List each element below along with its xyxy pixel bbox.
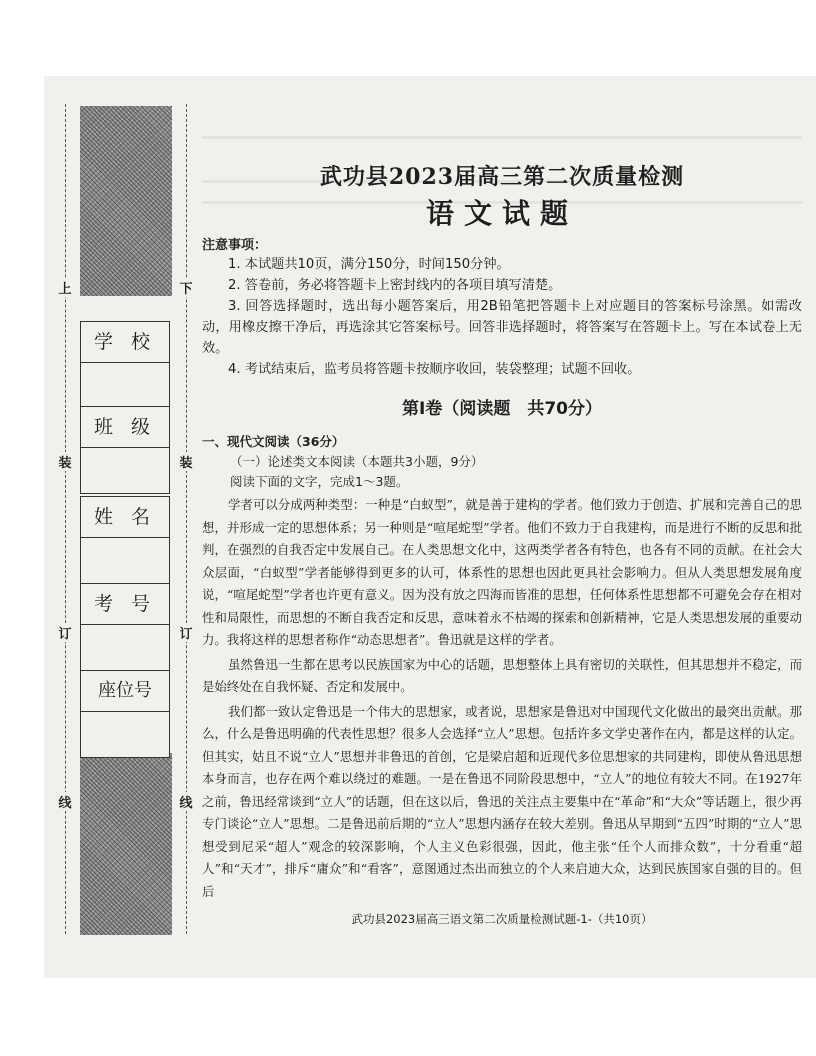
part-heading: 一、现代文阅读（36分） <box>202 434 345 449</box>
reading-instruction: 阅读下面的文字，完成1～3题。 <box>230 474 409 489</box>
name-label: 姓 名 <box>81 497 169 538</box>
name-field[interactable] <box>80 496 170 584</box>
subject-title: 语文试题 <box>425 197 578 230</box>
subpart-heading: （一）论述类文本阅读（本题共3小题，9分） <box>230 454 484 469</box>
seat-number-field[interactable] <box>80 670 170 758</box>
binding-char-zhuang-left: 装 <box>54 452 76 471</box>
main-content <box>202 76 802 978</box>
binding-char-zhuang-right: 装 <box>175 452 197 471</box>
bleed-through <box>202 136 802 139</box>
school-field[interactable] <box>80 321 170 409</box>
page-footer: 武功县2023届高三语文第二次质量检测试题-1-（共10页） <box>351 912 653 926</box>
binding-char-ding-left: 订 <box>54 623 76 642</box>
binding-char-xian-right: 线 <box>175 792 197 811</box>
notice-item: 2. 答卷前，务必将答题卡上密封线内的各项目填写清楚。 <box>228 278 562 293</box>
section-title: 第Ⅰ卷（阅读题 共70分） <box>402 399 602 419</box>
notice-item: 1. 本试题共10页，满分150分，时间150分钟。 <box>228 257 510 272</box>
exam-page <box>44 76 816 978</box>
exam-number-field[interactable] <box>80 583 170 671</box>
notice-item: 4. 考试结束后，监考员将答题卡按顺序收回，装袋整理；试题不回收。 <box>228 362 641 377</box>
seal-texture-bottom <box>80 753 172 935</box>
binding-char-top-left: 上 <box>54 278 76 297</box>
notice-list <box>202 254 802 380</box>
exam-title: 武功县2023届高三第二次质量检测 <box>319 164 685 190</box>
passage-paragraph: 学者可以分成两种类型：一种是“白蚁型”，就是善于建构的学者。他们致力于创造、扩展和完善自己的思想，并形成一定的思想体系；另一种则是“喧尾蛇型”学者。他们不致力于自我建构，而是进行不断的反思和批判，在强烈的自我否定中发展自己。在人类思想文化中，这两类学者各有特色，也各有不同的贡献。在社会大众层面，“白蚁型”学者能够得到更多的认可，体系性的思想也因此更具社会影响力。但从人类思想发展角度说，“喧尾蛇型”学者也许更有意义。因为没有放之四海而皆准的思想，任何体系性思想都不可避免会存在相对性和局限性，而思想的不断自我否定和反思，意味着永不枯竭的探索和创新精神，它是人类思想发展的重要动力。我将这样的思想者称作“动态思想者”。鲁迅就是这样的学者。 <box>202 497 802 647</box>
reading-passage <box>202 494 802 905</box>
class-label: 班 级 <box>81 407 169 448</box>
passage-paragraph: 虽然鲁迅一生都在思考以民族国家为中心的话题，思想整体上具有密切的关联性，但其思想并不稳定，而是始终处在自我怀疑、否定和发展中。 <box>202 656 802 694</box>
binding-char-top-right: 下 <box>175 278 197 297</box>
passage-paragraph: 我们都一致认定鲁迅是一个伟大的思想家，或者说，思想家是鲁迅对中国现代文化做出的最突出贡献。那么，什么是鲁迅明确的代表性思想？很多人会选择“立人”思想。包括许多文学史著作在内，都是这样的认定。但其实，姑且不说“立人”思想并非鲁迅的首创，它是梁启超和近现代多位思想家的共同建构，即使从鲁迅思想本身而言，也存在两个难以绕过的难题。一是在鲁迅不同阶段思想中，“立人”的地位有较大不同。在1927年之前，鲁迅经常谈到“立人”的话题，但在这以后，鲁迅的关注点主要集中在“革命”和“大众”等话题上，很少再专门谈论“立人”思想。二是鲁迅前后期的“立人”思想内涵存在较大差别。鲁迅从早期到“五四”时期的“立人”思想受到尼采“超人”观念的较深影响，个人主义色彩很强，因此，他主张“任个人而排众数”，十分看重“超人”和“天才”，排斥“庸众”和“看客”，意图通过杰出而独立的个人来启迪大众，达到民族国家自强的目的。但后 <box>202 703 802 899</box>
notice-heading: 注意事项： <box>202 238 268 253</box>
seal-texture-top <box>80 106 172 296</box>
binding-char-ding-right: 订 <box>175 623 197 642</box>
exam-number-label: 考 号 <box>81 584 169 625</box>
binding-char-xian-left: 线 <box>54 792 76 811</box>
notice-item: 3. 回答选择题时，选出每小题答案后，用2B铅笔把答题卡上对应题目的答案标号涂黑。如需改动，用橡皮擦干净后，再选涂其它答案标号。回答非选择题时，将答案写在答题卡上。写在本试卷上无效。 <box>202 299 802 356</box>
class-field[interactable] <box>80 406 170 494</box>
school-label: 学 校 <box>81 322 169 363</box>
seat-number-label: 座位号 <box>81 671 169 712</box>
